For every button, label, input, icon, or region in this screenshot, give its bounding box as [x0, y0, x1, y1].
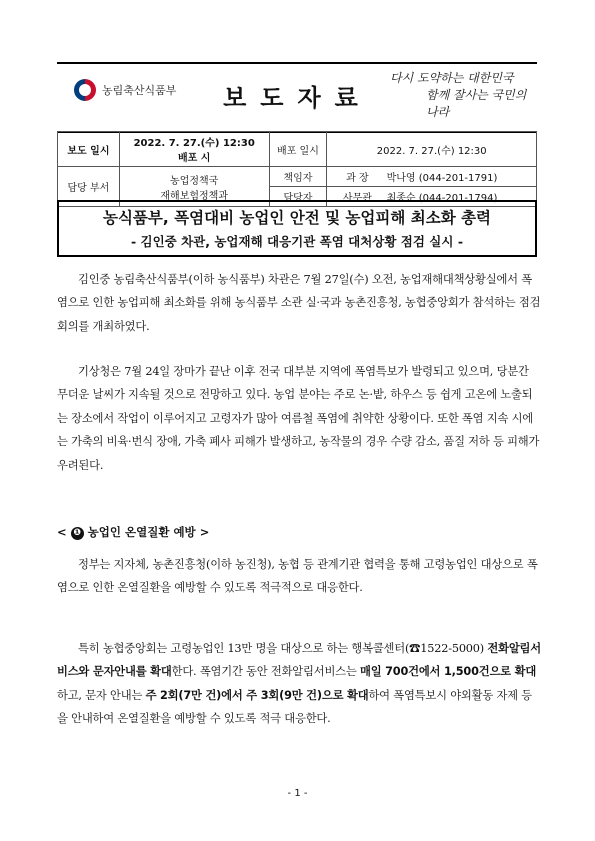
release-info-table — [57, 131, 537, 207]
distribution-label: 배포 일시 — [269, 132, 327, 167]
p4-text-c: 한다. 폭염기간 동안 전화알림서비스는 — [171, 665, 360, 679]
resp-name: 박나영 (044-201-1791) — [386, 173, 498, 184]
slogan-line-2: 함께 잘사는 국민의 나라 — [426, 88, 527, 119]
section-bracket-close: > — [199, 525, 210, 539]
page-number: - 1 - — [287, 788, 308, 799]
resp-value — [327, 167, 537, 187]
release-value — [119, 132, 269, 167]
headline-main: 농식품부, 폭염대비 농업인 안전 및 농업피해 최소화 총력 — [102, 209, 492, 227]
contact-label: 담당자 — [269, 187, 327, 207]
section-title: 농업인 온열질환 예방 — [87, 525, 196, 539]
p4-bold-f: 주 2회(7만 건)에서 주 3회(9만 건)으로 확대 — [145, 688, 369, 702]
taegeuk-logo-icon — [74, 79, 96, 101]
dept-label: 담당 부서 — [58, 167, 120, 207]
p4-bold-d: 매일 700건에서 1,500건으로 확대 — [359, 665, 537, 679]
release-datetime: 2022. 7. 27.(수) 12:30 — [133, 138, 255, 149]
p4-bold-b: 전화알림서비스와 문자안내를 확대 — [57, 642, 541, 679]
headline-box — [57, 200, 537, 257]
slogan-line-1: 다시 도약하는 대한민국 — [390, 71, 514, 85]
contact-name: 최종순 (044-201-1794) — [386, 193, 498, 204]
paragraph-3: 정부는 지자체, 농촌진흥청(이하 농진청), 농협 등 관계기관 협력을 통해 고령농업인 대상으로 폭염으로 인한 온열질환을 예방할 수 있도록 적극적으로 대응한다. — [57, 558, 538, 595]
section-bracket-open: < — [57, 525, 67, 539]
slogan — [390, 70, 530, 121]
headline-sub: - 김인중 차관, 농업재해 대응기관 폭염 대처상황 점검 실시 - — [130, 234, 464, 249]
section-heading — [57, 524, 357, 540]
dept-division: 재해보험정책과 — [160, 190, 228, 202]
ministry-name: 농림축산식품부 — [102, 84, 177, 97]
paragraph-2: 기상청은 7월 24일 장마가 끝난 이후 전국 대부분 지역에 폭염특보가 발령되고 있으며, 당분간 무더운 날씨가 지속될 것으로 전망하고 있다. 농업 분야는 주로 논·밭, 하우스 등 쉽게 고온에 노출되는 장소에서 작업이 이루어지고 고령자가 많아 여름철 폭염에 취약한 상황이다. 또한 폭염 지속 시에는 가축의 비육·번식 장애, 가축 폐사 피해가 발생하고, 농작물의 경우 수량 감소, 품질 저하 등 피해가 우려된다. — [57, 365, 540, 472]
resp-title: 과 장 — [346, 173, 369, 184]
release-label: 보도 일시 — [58, 132, 120, 167]
paragraph-4 — [57, 637, 541, 731]
page-title: 보도자료 — [223, 84, 372, 112]
contact-title: 사무관 — [342, 193, 372, 204]
p4-text-g: 하여 폭염특보시 야외활동 자제 등을 안내하여 온열질환을 예방할 수 있도록 적극 대응한다. — [57, 688, 532, 726]
distribution-value: 2022. 7. 27.(수) 12:30 — [327, 132, 537, 167]
p4-text-e: 하고, 문자 안내는 — [57, 688, 146, 702]
section-number-icon: ❶ — [71, 527, 84, 540]
resp-label: 책임자 — [269, 167, 327, 187]
dept-bureau: 농업정책국 — [170, 175, 219, 187]
release-sub: 배포 시 — [177, 153, 211, 164]
paragraph-1: 김인중 농림축산식품부(이하 농식품부) 차관은 7월 27일(수) 오전, 농업재해대책상황실에서 폭염으로 인한 농업피해 최소화를 위해 농식품부 소관 실·국과 농촌진흥청, 농협중앙회가 참석하는 점검회의를 개최하였다. — [57, 273, 541, 333]
p4-text-a: 특히 농협중앙회는 고령농업인 13만 명을 대상으로 하는 행복콜센터(☎1522-5000) — [78, 642, 488, 655]
